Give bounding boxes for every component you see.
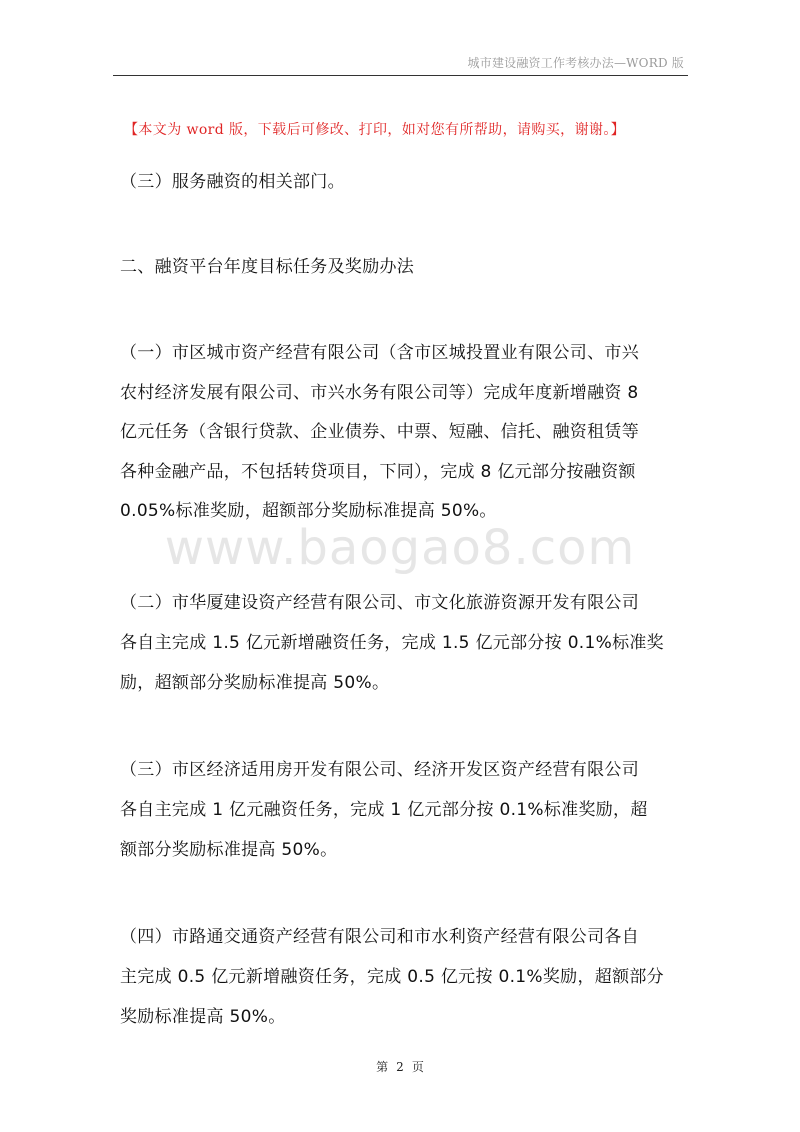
paragraph-line: 农村经济发展有限公司、市兴水务有限公司等）完成年度新增融资 8 xyxy=(120,382,639,403)
paragraph-item-3 xyxy=(120,750,688,870)
paragraph-item-4 xyxy=(120,917,688,1037)
paragraph-line: （一）市区城市资产经营有限公司（含市区城投置业有限公司、市兴 xyxy=(120,343,639,363)
paragraph-item-2 xyxy=(120,583,688,703)
paragraph-line: 额部分奖励标准提高 50%。 xyxy=(120,840,338,860)
footer-suffix: 页 xyxy=(411,1060,424,1074)
page-header-title: 城市建设融资工作考核办法—WORD 版 xyxy=(467,56,684,70)
paragraph-line: 各自主完成 1 亿元融资任务，完成 1 亿元部分按 0.1%标准奖励，超 xyxy=(120,800,648,820)
paragraph-line: 主完成 0.5 亿元新增融资任务，完成 0.5 亿元按 0.1%奖励，超额部分 xyxy=(120,967,664,987)
paragraph-service-departments xyxy=(120,164,688,200)
purchase-notice: 【本文为 word 版，下载后可修改、打印，如对您有所帮助，请购买，谢谢。】 xyxy=(124,122,626,138)
section-heading-2 xyxy=(120,249,688,285)
paragraph-line: 亿元任务（含银行贷款、企业债券、中票、短融、信托、融资租赁等 xyxy=(120,422,639,442)
paragraph-line: 0.05%标准奖励，超额部分奖励标准提高 50%。 xyxy=(120,501,497,521)
watermark-text: www.baogao8.com xyxy=(164,520,636,576)
paragraph-line: 奖励标准提高 50%。 xyxy=(120,1007,286,1027)
paragraph-line: （二）市华厦建设资产经营有限公司、市文化旅游资源开发有限公司 xyxy=(120,593,639,613)
page-number: 2 xyxy=(396,1060,404,1074)
paragraph-line: （三）市区经济适用房开发有限公司、经济开发区资产经营有限公司 xyxy=(120,760,639,780)
paragraph-line: （四）市路通交通资产经营有限公司和市水利资产经营有限公司各自 xyxy=(120,927,639,947)
paragraph-line: 励，超额部分奖励标准提高 50%。 xyxy=(120,673,390,693)
footer-prefix: 第 xyxy=(376,1060,389,1074)
page-footer xyxy=(0,1058,800,1075)
paragraph-line: 二、融资平台年度目标任务及奖励办法 xyxy=(120,257,415,277)
paragraph-item-1 xyxy=(120,334,688,532)
header-divider xyxy=(113,75,688,76)
paragraph-line: （三）服务融资的相关部门。 xyxy=(120,172,345,192)
paragraph-line: 各自主完成 1.5 亿元新增融资任务，完成 1.5 亿元部分按 0.1%标准奖 xyxy=(120,633,664,653)
paragraph-line: 各种金融产品，不包括转贷项目，下同），完成 8 亿元部分按融资额 xyxy=(120,461,636,482)
